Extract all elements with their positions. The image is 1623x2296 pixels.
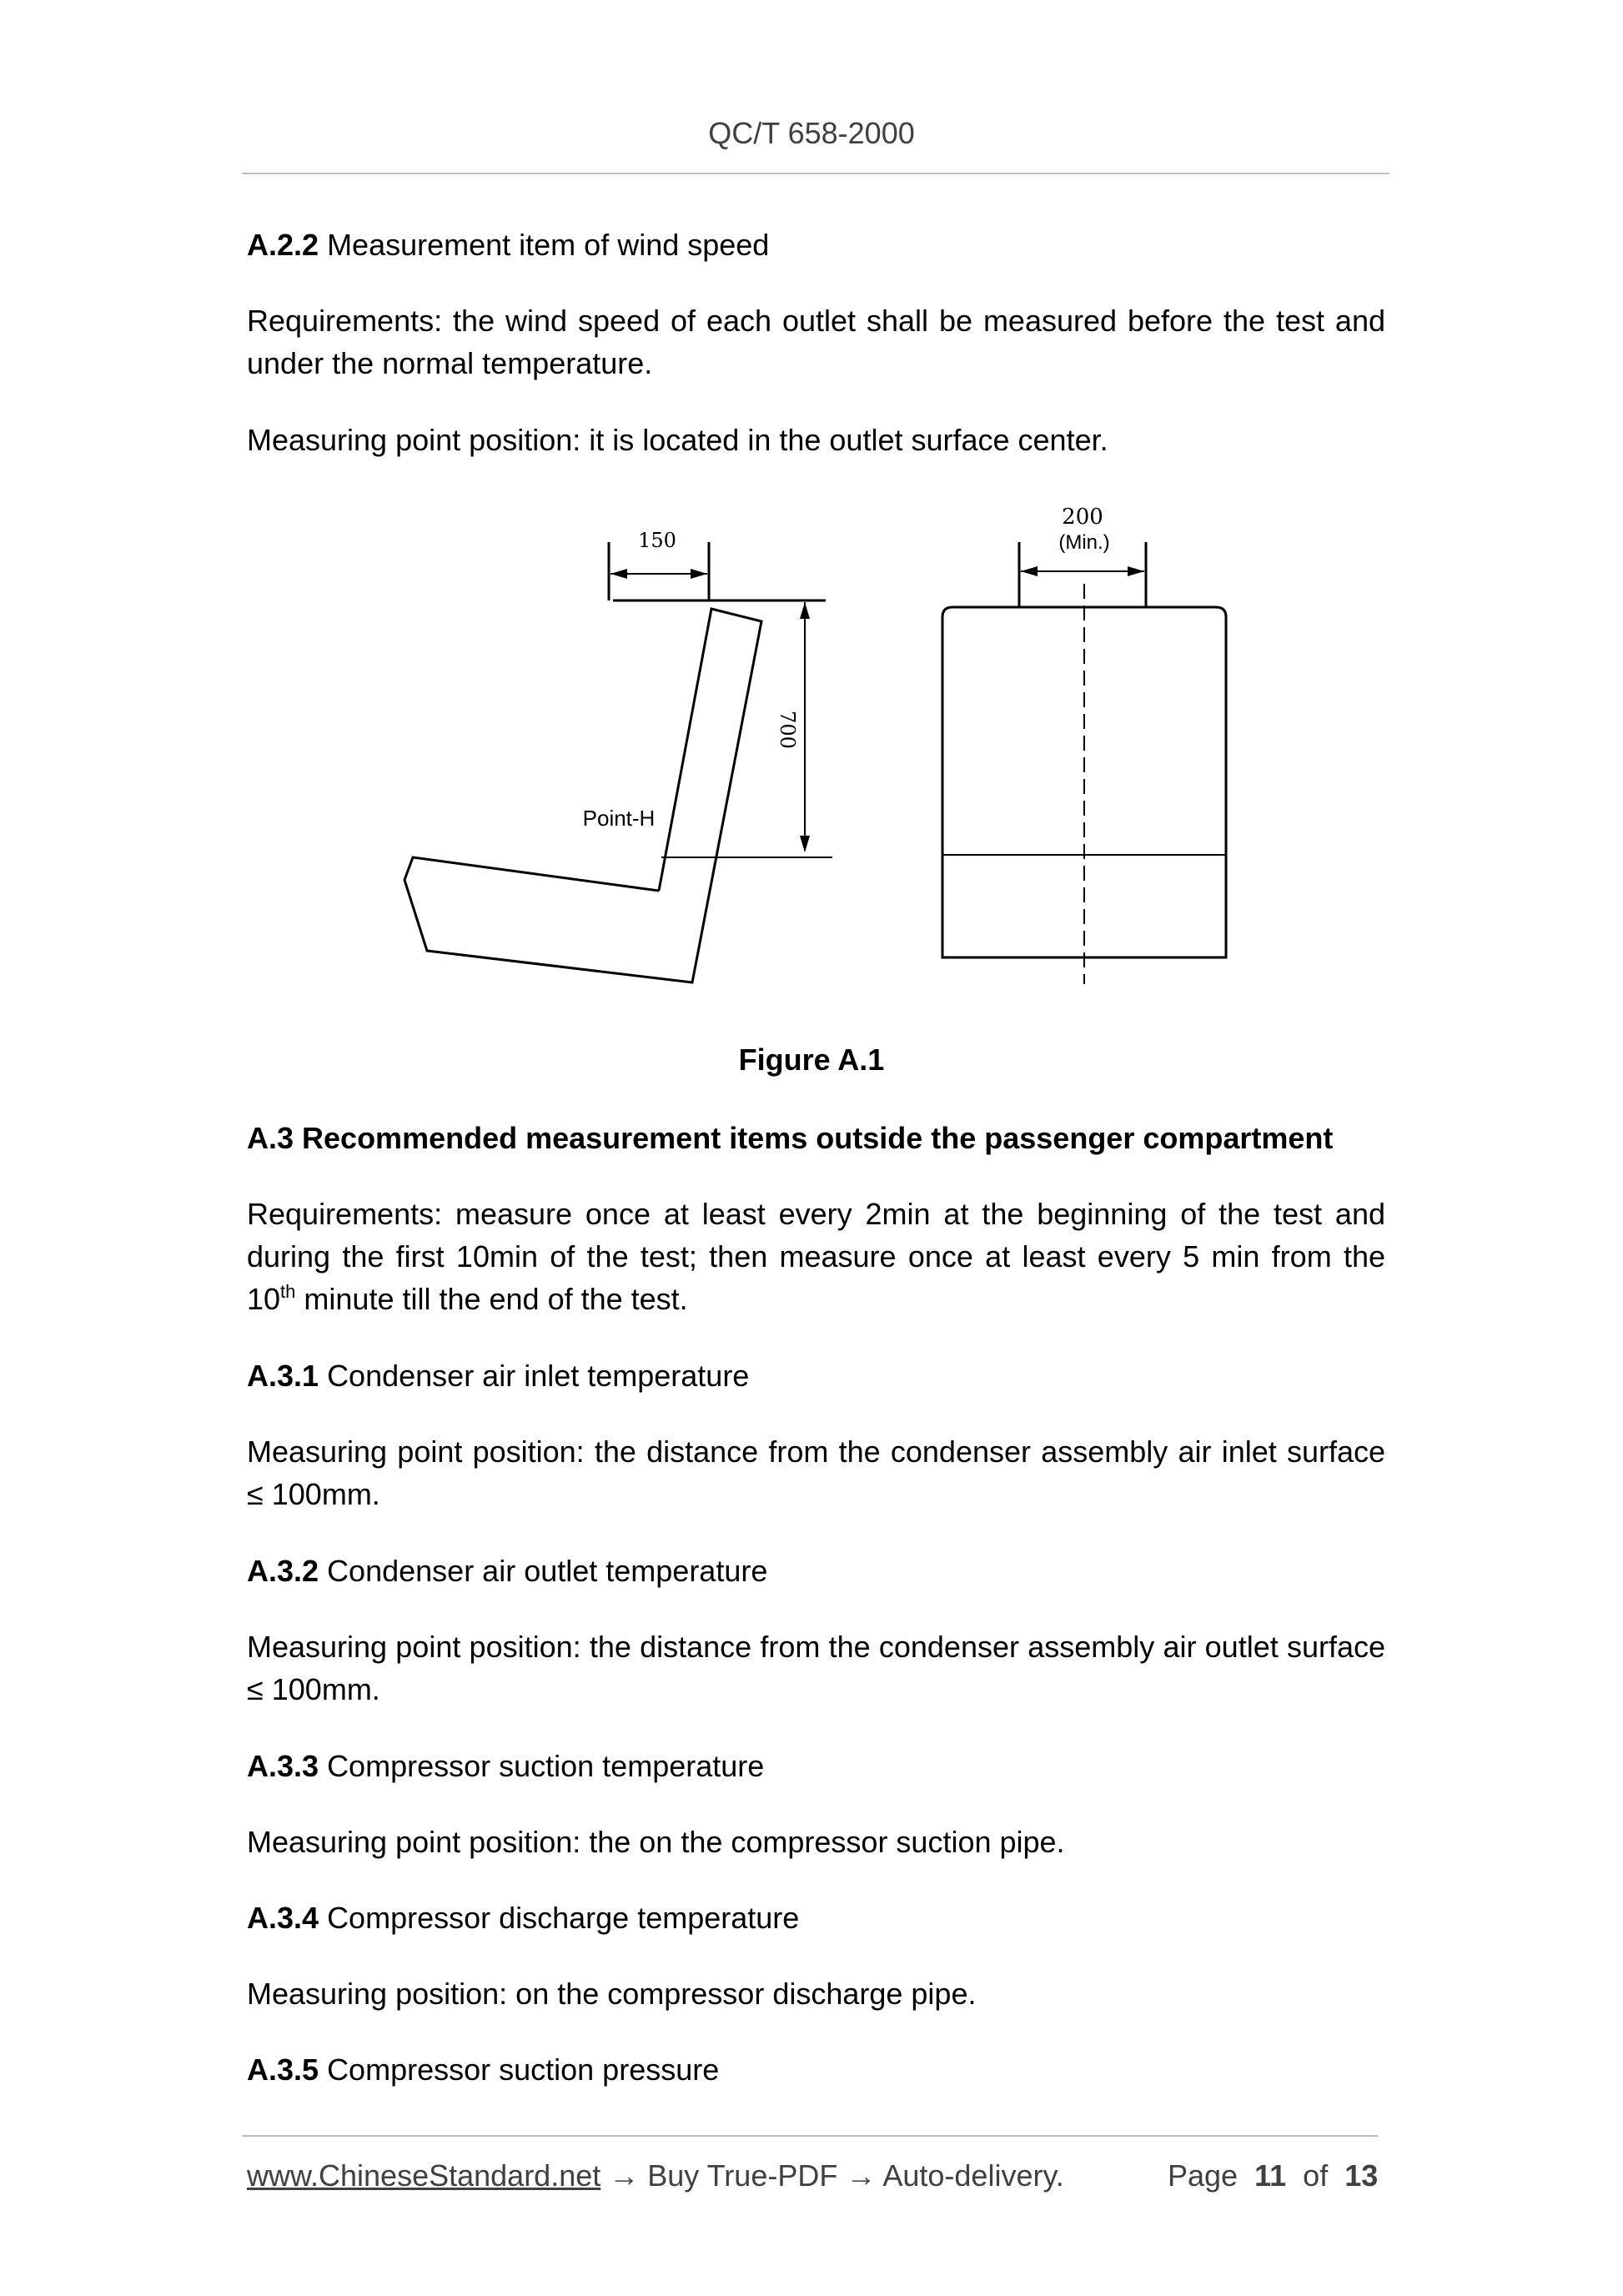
buy-true-pdf-text: Buy True-PDF xyxy=(647,2158,838,2193)
section-title: Compressor suction pressure xyxy=(327,2052,720,2087)
dim-200-arrow-left xyxy=(1021,566,1038,576)
dim-700-arrow-top xyxy=(800,602,810,619)
section-title: Condenser air outlet temperature xyxy=(327,1554,768,1588)
section-number: A.3.4 xyxy=(247,1901,319,1935)
footer-divider xyxy=(242,2135,1378,2137)
of-word: of xyxy=(1303,2158,1329,2193)
section-title: Condenser air inlet temperature xyxy=(327,1359,750,1393)
page-word: Page xyxy=(1168,2158,1239,2193)
section-number: A.3.1 xyxy=(247,1359,319,1393)
a31-measuring-position: Measuring point position: the distance from the condenser assembly air inlet surface ≤ 100mm. xyxy=(247,1434,1385,1511)
section-title: Compressor discharge temperature xyxy=(327,1901,800,1935)
dim-min-label: (Min.) xyxy=(1058,531,1110,554)
footer-links xyxy=(247,2158,1064,2193)
figure-a1-diagram xyxy=(375,492,1251,992)
point-h-label: Point-H xyxy=(582,806,656,831)
section-a31-heading xyxy=(247,1354,1385,1397)
dim-200-arrow-right xyxy=(1128,566,1144,576)
section-number: A.3.2 xyxy=(247,1554,319,1588)
section-a22-heading xyxy=(247,224,1385,266)
section-a3-heading: A.3 Recommended measurement items outside the passenger compartment xyxy=(247,1121,1334,1155)
header-divider xyxy=(242,173,1389,174)
document-header: QC/T 658-2000 xyxy=(708,116,915,150)
a34-measuring-position: Measuring position: on the compressor discharge pipe. xyxy=(247,1977,977,2011)
section-a32-heading xyxy=(247,1550,1385,1592)
a22-measuring-position: Measuring point position: it is located in the outlet surface center. xyxy=(247,423,1108,457)
a3-req-text: Requirements: measure once at least every 2min at the beginning of the test and during the first 10min of the test; then measure once at least every 5 min from the 10 xyxy=(247,1197,1385,1316)
dim-150-arrow-left xyxy=(611,569,627,579)
section-a34-heading xyxy=(247,1897,1385,1939)
section-number: A.3.3 xyxy=(247,1749,319,1783)
page-total: 13 xyxy=(1344,2158,1379,2193)
section-number: A.3.5 xyxy=(247,2052,319,2087)
dim-700-arrow-bottom xyxy=(800,836,810,852)
a33-measuring-position: Measuring point position: the on the compressor suction pipe. xyxy=(247,1825,1065,1859)
section-title: Compressor suction temperature xyxy=(327,1749,765,1783)
page-indicator xyxy=(1168,2158,1378,2193)
section-a33-heading xyxy=(247,1745,1385,1787)
a3-requirements xyxy=(247,1193,1385,1320)
figure-caption: Figure A.1 xyxy=(738,1042,885,1077)
arrow-icon: → xyxy=(600,2158,648,2193)
a22-requirements: Requirements: the wind speed of each outlet shall be measured before the test and under the normal temperature. xyxy=(247,304,1385,380)
site-link[interactable]: www.ChineseStandard.net xyxy=(247,2158,601,2193)
section-title: Measurement item of wind speed xyxy=(327,228,770,262)
dim-200-label: 200 xyxy=(1062,505,1103,530)
a32-measuring-position: Measuring point position: the distance from the condenser assembly air outlet surface ≤ 100mm. xyxy=(247,1630,1385,1706)
auto-delivery-text: Auto-delivery. xyxy=(882,2158,1064,2193)
arrow-icon: → xyxy=(837,2158,883,2193)
seat-side-outline xyxy=(404,609,761,982)
page-number: 11 xyxy=(1254,2158,1287,2193)
dim-150-label: 150 xyxy=(638,529,676,552)
section-a35-heading xyxy=(247,2048,1385,2091)
a3-req-tail: minute till the end of the test. xyxy=(295,1282,688,1316)
a3-req-superscript: th xyxy=(280,1281,296,1302)
section-number: A.2.2 xyxy=(247,228,319,262)
dim-150-arrow-right xyxy=(691,569,707,579)
dim-700-label: 700 xyxy=(776,711,799,749)
